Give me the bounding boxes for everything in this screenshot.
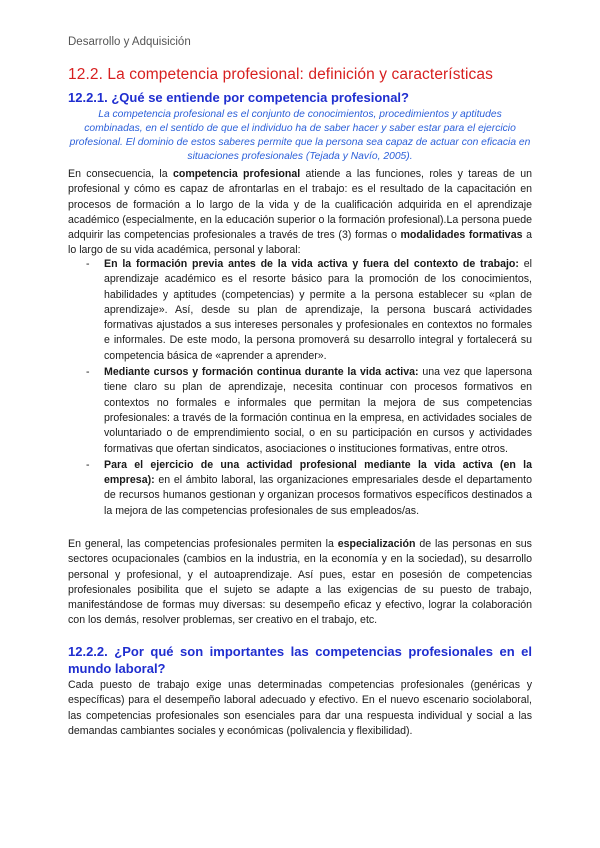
bold-term: modalidades formativas [400, 229, 523, 242]
list-item [68, 458, 532, 519]
list-item-title: Mediante cursos y formación continua durante la vida activa: [104, 366, 419, 379]
text-run: a lo largo de su vida académica, personal y laboral: [68, 229, 532, 257]
list-bullet: - [86, 458, 90, 471]
text-run: En consecuencia, la [68, 168, 173, 180]
list-item-title: En la formación previa antes de la vida activa y fuera del contexto de trabajo: [104, 258, 519, 270]
definition-quote: La competencia profesional es el conjunto de conocimientos, procedimientos y aptitudes combinadas, en el sentido de que el individuo ha de saber hacer y saber estar para el ejercicio profesional. El dominio de estos saberes permite que la persona sea capaz de actuar con eficacia en situaciones profesionales (Tejada y Navío, 2005). [69, 109, 531, 162]
text-run: En general, las competencias profesionales permiten la [68, 538, 338, 550]
bold-term: especialización [337, 538, 416, 550]
list-item-text: una vez que lapersona tiene claro su plan de aprendizaje, necesita continuar con procesos formativos en contextos no formales e informales que permitan la mejora de sus competencias profesionales: a través de la formación continua en la empresa, en actividades sociales de voluntariado o de emprendimiento social, o en su participación en cursos y actividades formativas que ofertan sindicatos, asociaciones o instituciones formativas, entre otros. [104, 366, 533, 455]
list-item [68, 257, 532, 364]
paragraph-consequence [68, 167, 532, 259]
bold-term: competencia profesional [172, 168, 301, 180]
subsection-title-1: 12.2.1. ¿Qué se entiende por competencia profesional? [68, 90, 409, 105]
running-header: Desarrollo y Adquisición [68, 36, 191, 48]
list-item-text: el aprendizaje académico es el resorte básico para la promoción de los conocimientos, habilidades y aptitudes (competencias) y permite a la persona establecer su «plan de aprendizaje». Así, desde su plan de aprendizaje, la persona buscará actividades formativas ajustados a sus intereses personales y profesionales en contextos no formales e informales. De este modo, la persona promoverá su desarrollo integral y fortalecerá su competencia básica de «aprender a aprender». [104, 258, 532, 362]
list-item [68, 365, 532, 457]
formative-modalities-list [68, 257, 532, 520]
paragraph-general [68, 537, 532, 629]
list-item-title: Para el ejercicio de una actividad profesional mediante la vida activa (en la empresa): [104, 458, 532, 487]
list-bullet: - [86, 366, 90, 379]
text-run: de las personas en sus sectores ocupacionales (cambios en la industria, en la economía y en la sociedad), su desarrollo personal y profesional, y el autoaprendizaje. Así pues, estar en posesión de competencias profesionales posibilita que el sujeto se adapte a las exigencias de su puesto de trabajo, manifestándose de formas muy diversas: su desempeño eficaz y efectivo, lograr la colaboración con los demás, resolver problemas, ser creativo en el trabajo, etc. [68, 538, 532, 627]
section-title: 12.2. La competencia profesional: definición y características [68, 66, 493, 83]
list-bullet: - [86, 258, 90, 270]
subsection-title-2: 12.2.2. ¿Por qué son importantes las competencias profesionales en el mundo laboral? [68, 644, 532, 676]
paragraph-importance: Cada puesto de trabajo exige unas determinadas competencias profesionales (genéricas y específicas) para el desempeño laboral adecuado y efectivo. En el nuevo escenario sociolaboral, las competencias profesionales son esenciales para dar una respuesta individual y social a las demandas cambiantes sociales y económicas (polivalencia y flexibilidad). [68, 679, 532, 737]
text-run: atiende a las funciones, roles y tareas de un profesional y cómo es capaz de afrontarlas en el trabajo: es el resultado de la capacitación en procesos de formación a lo largo de la vida y de la cualificación adquirida en el aprendizaje académico (especialmente, en la educación superior o la formación profesional).La persona puede adquirir las competencias profesionales a través de tres (3) formas o [68, 168, 532, 242]
list-item-text: en el ámbito laboral, las organizaciones empresariales desde el departamento de recursos humanos gestionan y organizan procesos formativos específicos destinados a la mejora de las competencias profesionales de sus empleados/as. [104, 474, 532, 517]
